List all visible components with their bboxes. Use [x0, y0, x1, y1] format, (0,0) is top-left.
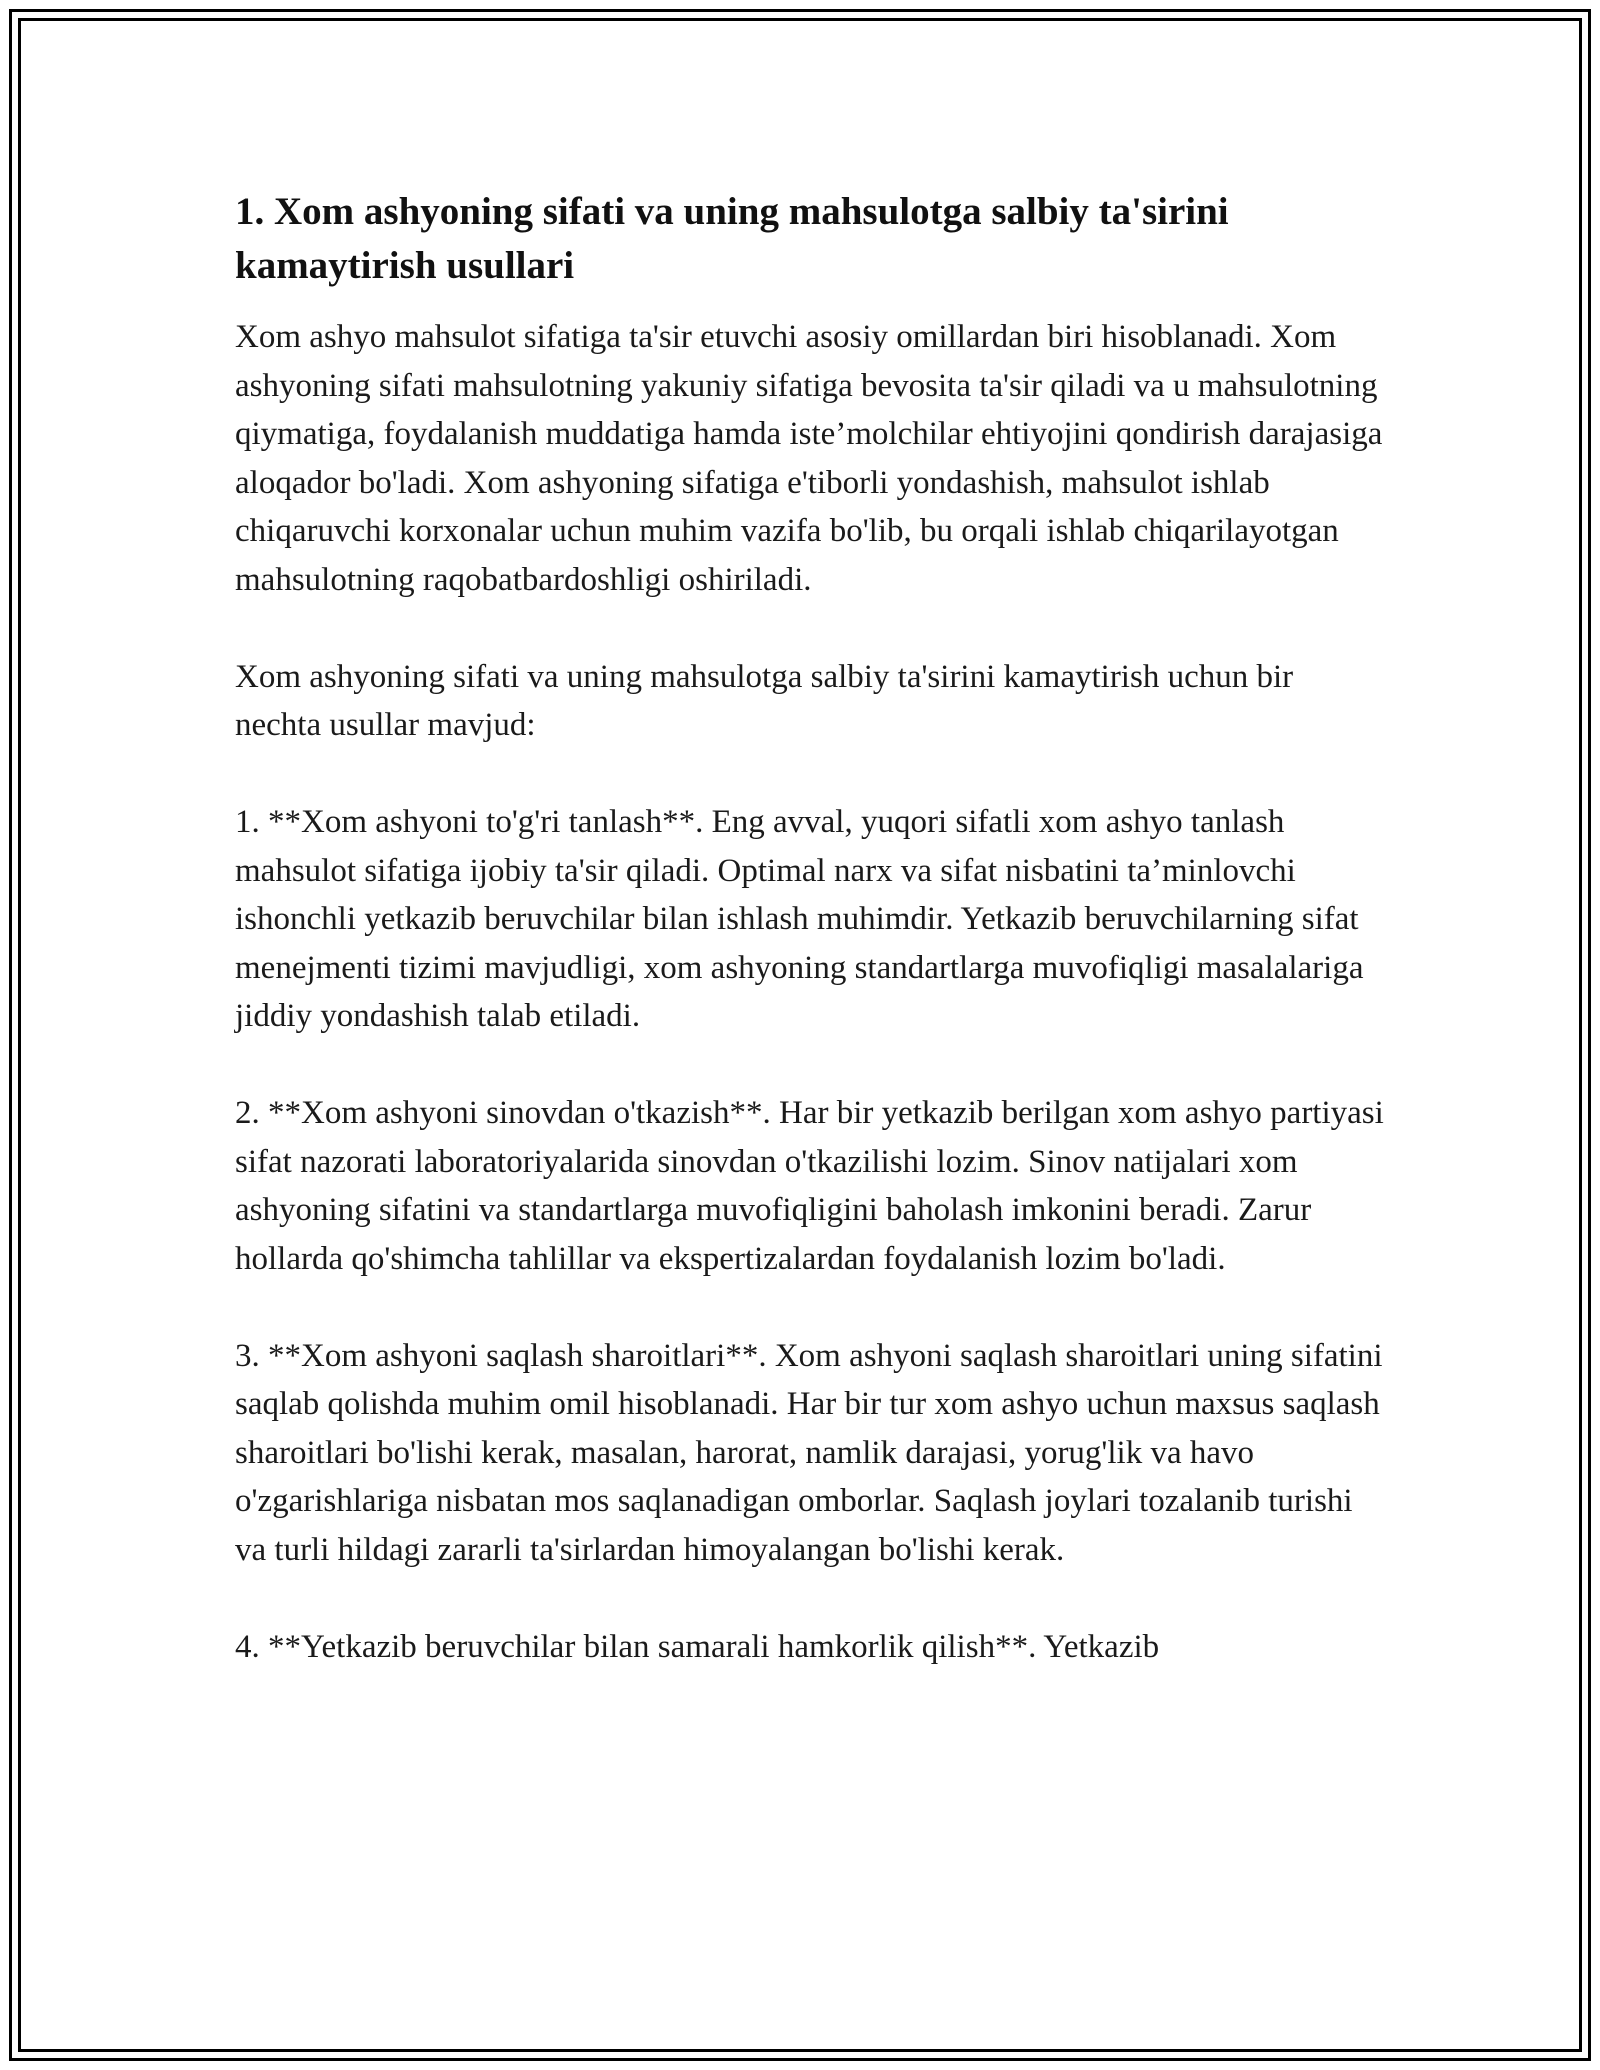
document-body [235, 185, 1385, 1720]
method-2-paragraph: 2. **Xom ashyoni sinovdan o'tkazish**. Har bir yetkazib berilgan xom ashyo partiyasi sifat nazorati laboratoriyalarida sinovdan o'tkazilishi lozim. Sinov natijalari xom ashyoning sifatini va standartlarga muvofiqligini baholash imkonini beradi. Zarur hollarda qo'shimcha tahlillar va ekspertizalardan foydalanish lozim bo'ladi. [235, 1095, 1384, 1277]
method-4-paragraph: 4. **Yetkazib beruvchilar bilan samarali hamkorlik qilish**. Yetkazib [235, 1628, 1160, 1665]
method-3-paragraph: 3. **Xom ashyoni saqlash sharoitlari**. Xom ashyoni saqlash sharoitlari uning sifatini saqlab qolishda muhim omil hisoblanadi. Har bir tur xom ashyo uchun maxsus saqlash sharoitlari bo'lishi kerak, masalan, harorat, namlik darajasi, yorug'lik va havo o'zgarishlariga nisbatan mos saqlanadigan omborlar. Saqlash joylari tozalanib turishi va turli hildagi zararli ta'sirlardan himoyalangan bo'lishi kerak. [235, 1337, 1383, 1568]
methods-intro-paragraph: Xom ashyoning sifati va uning mahsulotga salbiy ta'sirini kamaytirish uchun bir nechta usullar mavjud: [235, 658, 1294, 743]
section-heading: 1. Xom ashyoning sifati va uning mahsulotga salbiy ta'sirini kamaytirish usullari [235, 190, 1229, 287]
method-1-paragraph: 1. **Xom ashyoni to'g'ri tanlash**. Eng avval, yuqori sifatli xom ashyo tanlash mahsulot sifatiga ijobiy ta'sir qiladi. Optimal narx va sifat nisbatini ta’minlovchi ishonchli yetkazib beruvchilar bilan ishlash muhimdir. Yetkazib beruvchilarning sifat menejmenti tizimi mavjudligi, xom ashyoning standartlarga muvofiqligi masalalariga jiddiy yondashish talab etiladi. [235, 804, 1364, 1034]
intro-paragraph: Xom ashyo mahsulot sifatiga ta'sir etuvchi asosiy omillardan biri hisoblanadi. Xom ashyoning sifati mahsulotning yakuniy sifatiga bevosita ta'sir qiladi va u mahsulotning qiymatiga, foydalanish muddatiga hamda iste’molchilar ehtiyojini qondirish darajasiga aloqador bo'ladi. Xom ashyoning sifatiga e'tiborli yondashish, mahsulot ishlab chiqaruvchi korxonalar uchun muhim vazifa bo'lib, bu orqali ishlab chiqarilayotgan mahsulotning raqobatbardoshligi oshiriladi. [235, 319, 1383, 598]
